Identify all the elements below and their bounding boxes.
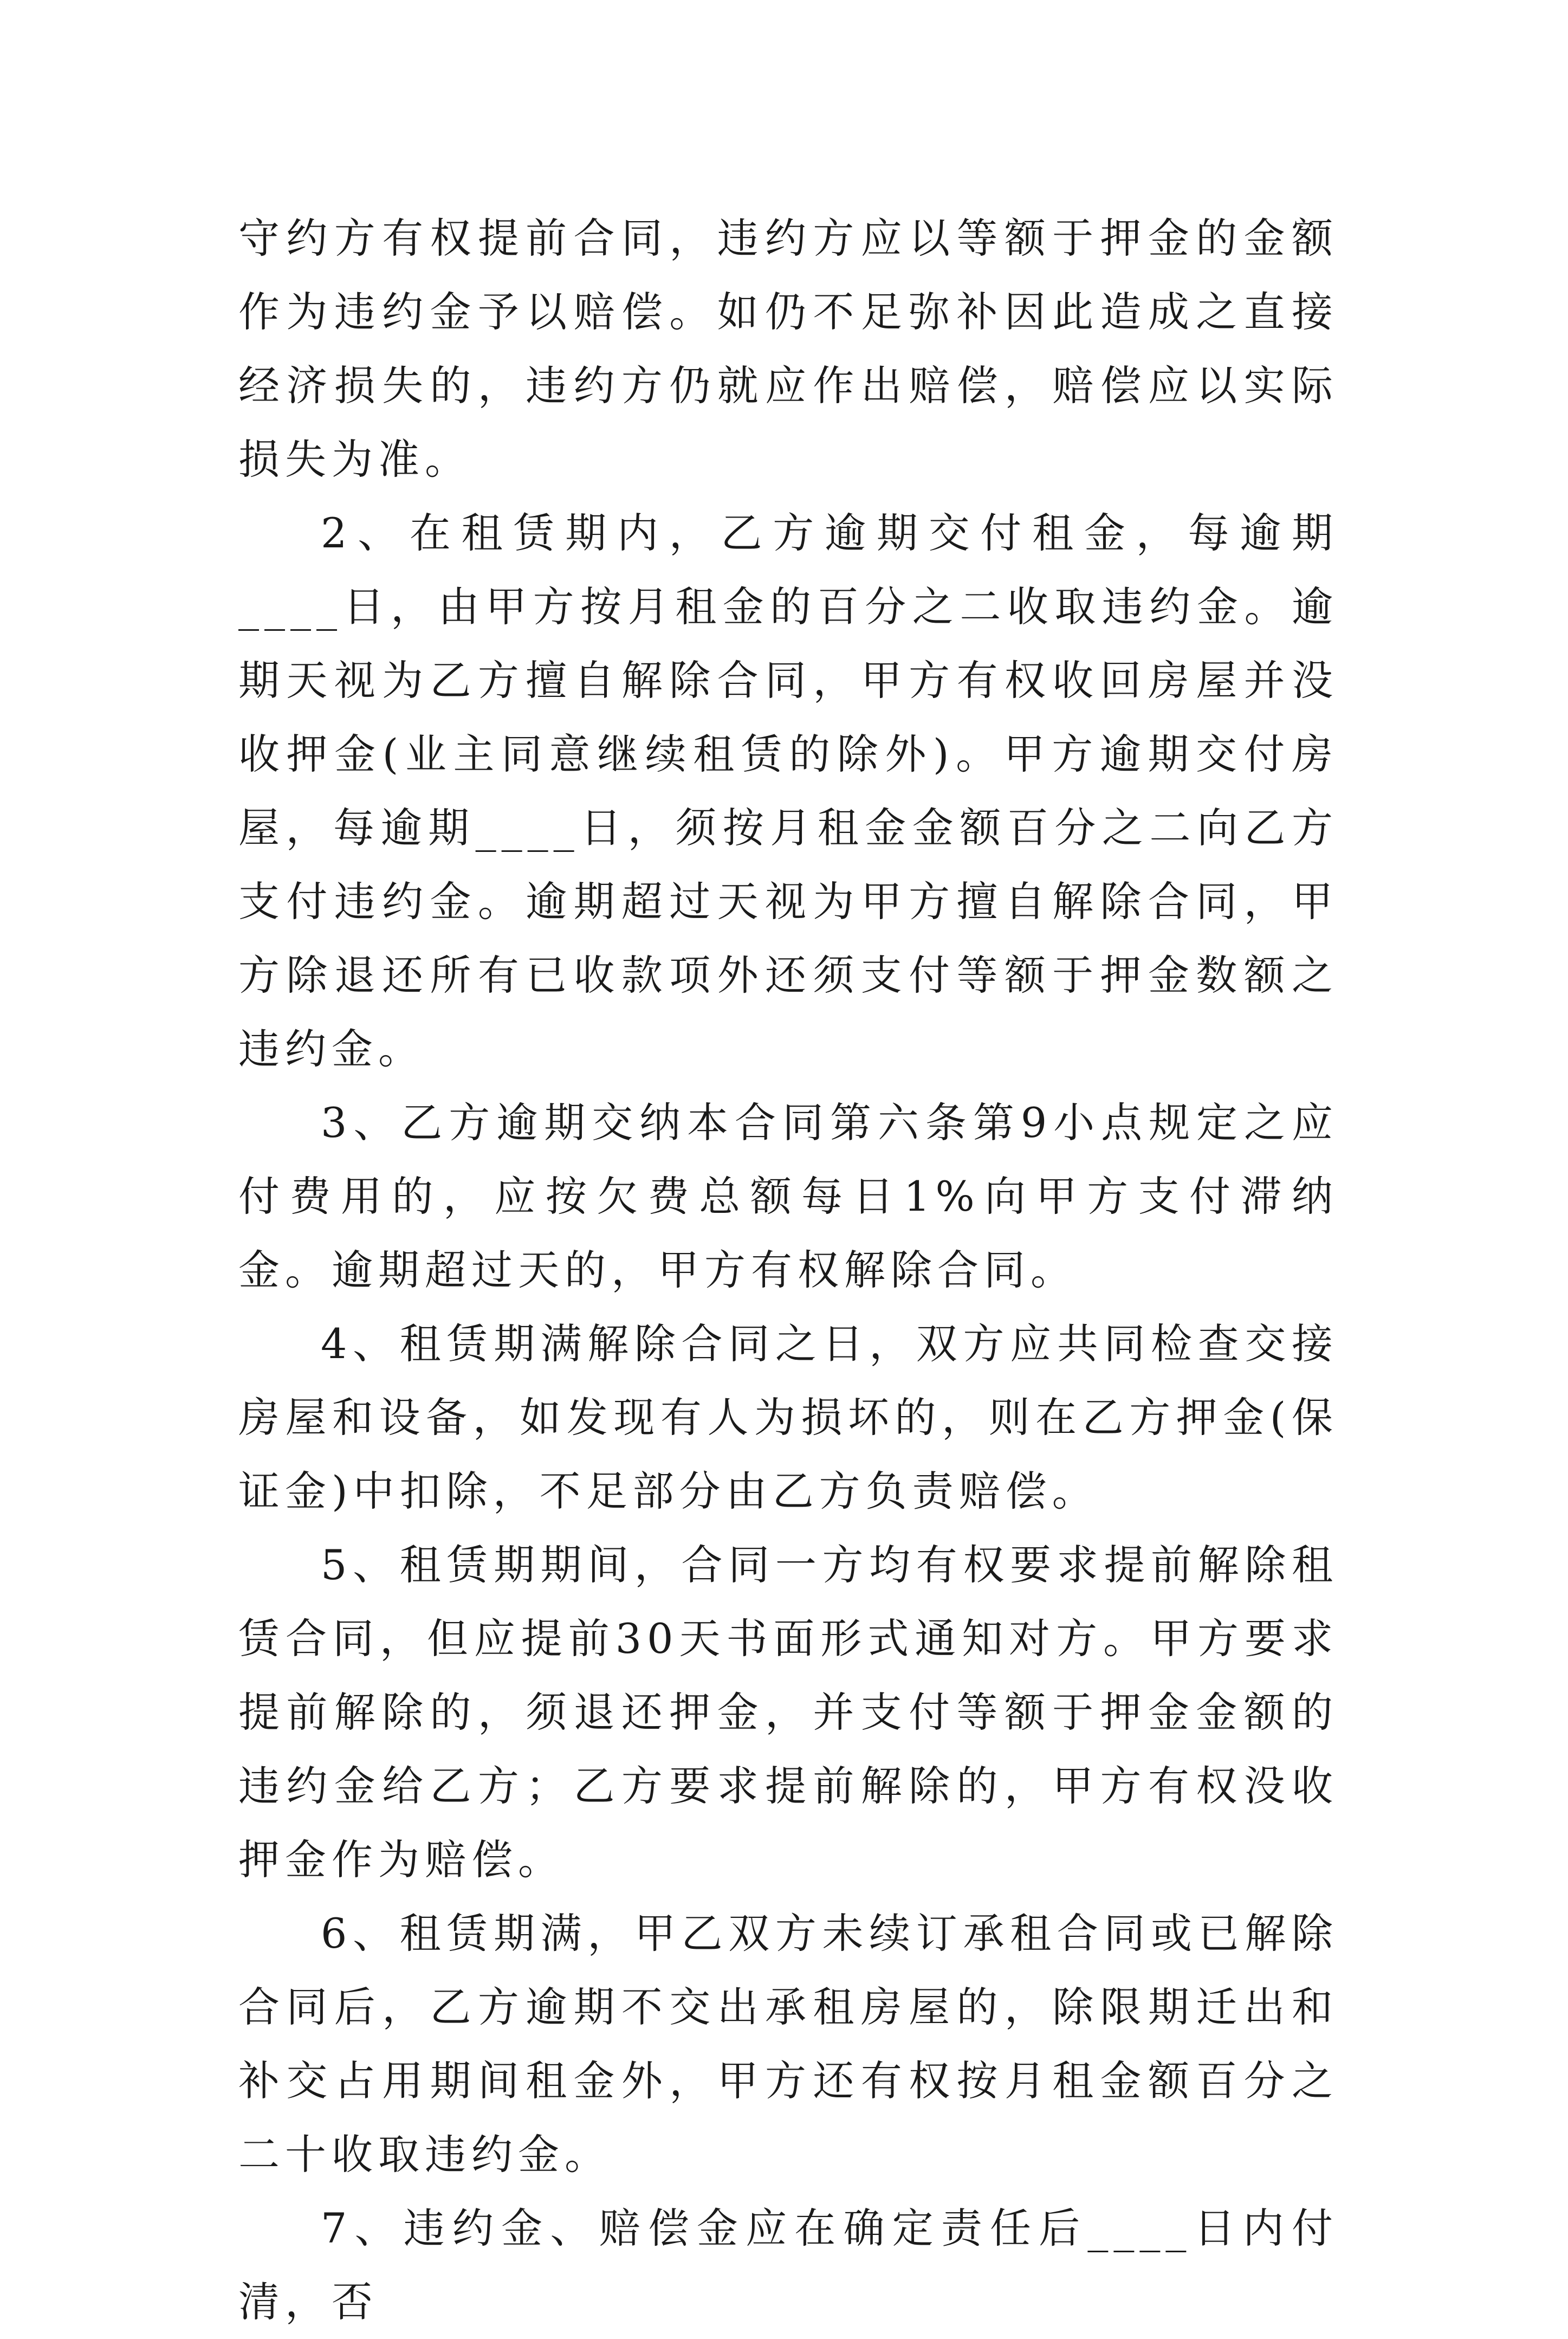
paragraph-1: 守约方有权提前合同，违约方应以等额于押金的金额作为违约金予以赔偿。如仍不足弥补因此造成之直接经济损失的，违约方仍就应作出赔偿，赔偿应以实际损失为准。 xyxy=(238,214,1338,483)
paragraph-6: 6、租赁期满，甲乙双方未续订承租合同或已解除合同后，乙方逾期不交出承租房屋的，除限期迁出和补交占用期间租金外，甲方还有权按月租金额百分之二十收取违约金。 xyxy=(238,1909,1338,2179)
paragraph-2: 2、在租赁期内，乙方逾期交付租金，每逾期____日，由甲方按月租金的百分之二收取违约金。逾期天视为乙方擅自解除合同，甲方有权收回房屋并没收押金(业主同意继续租赁的除外)。甲方逾期交付房屋，每逾期____日，须按月租金金额百分之二向乙方支付违约金。逾期超过天视为甲方擅自解除合同，甲方除退还所有已收款项外还须支付等额于押金数额之违约金。 xyxy=(238,509,1338,1073)
paragraph-5: 5、租赁期期间，合同一方均有权要求提前解除租赁合同，但应提前30天书面形式通知对方。甲方要求提前解除的，须退还押金，并支付等额于押金金额的违约金给乙方；乙方要求提前解除的，甲方有权没收押金作为赔偿。 xyxy=(238,1541,1338,1884)
paragraph-4: 4、租赁期满解除合同之日，双方应共同检查交接房屋和设备，如发现有人为损坏的，则在乙方押金(保证金)中扣除，不足部分由乙方负责赔偿。 xyxy=(238,1320,1338,1515)
paragraph-7: 7、违约金、赔偿金应在确定责任后____日内付清，否 xyxy=(238,2204,1338,2326)
document-body xyxy=(238,202,1338,2339)
paragraph-3: 3、乙方逾期交纳本合同第六条第9小点规定之应付费用的，应按欠费总额每日1%向甲方支付滞纳金。逾期超过天的，甲方有权解除合同。 xyxy=(238,1099,1338,1294)
